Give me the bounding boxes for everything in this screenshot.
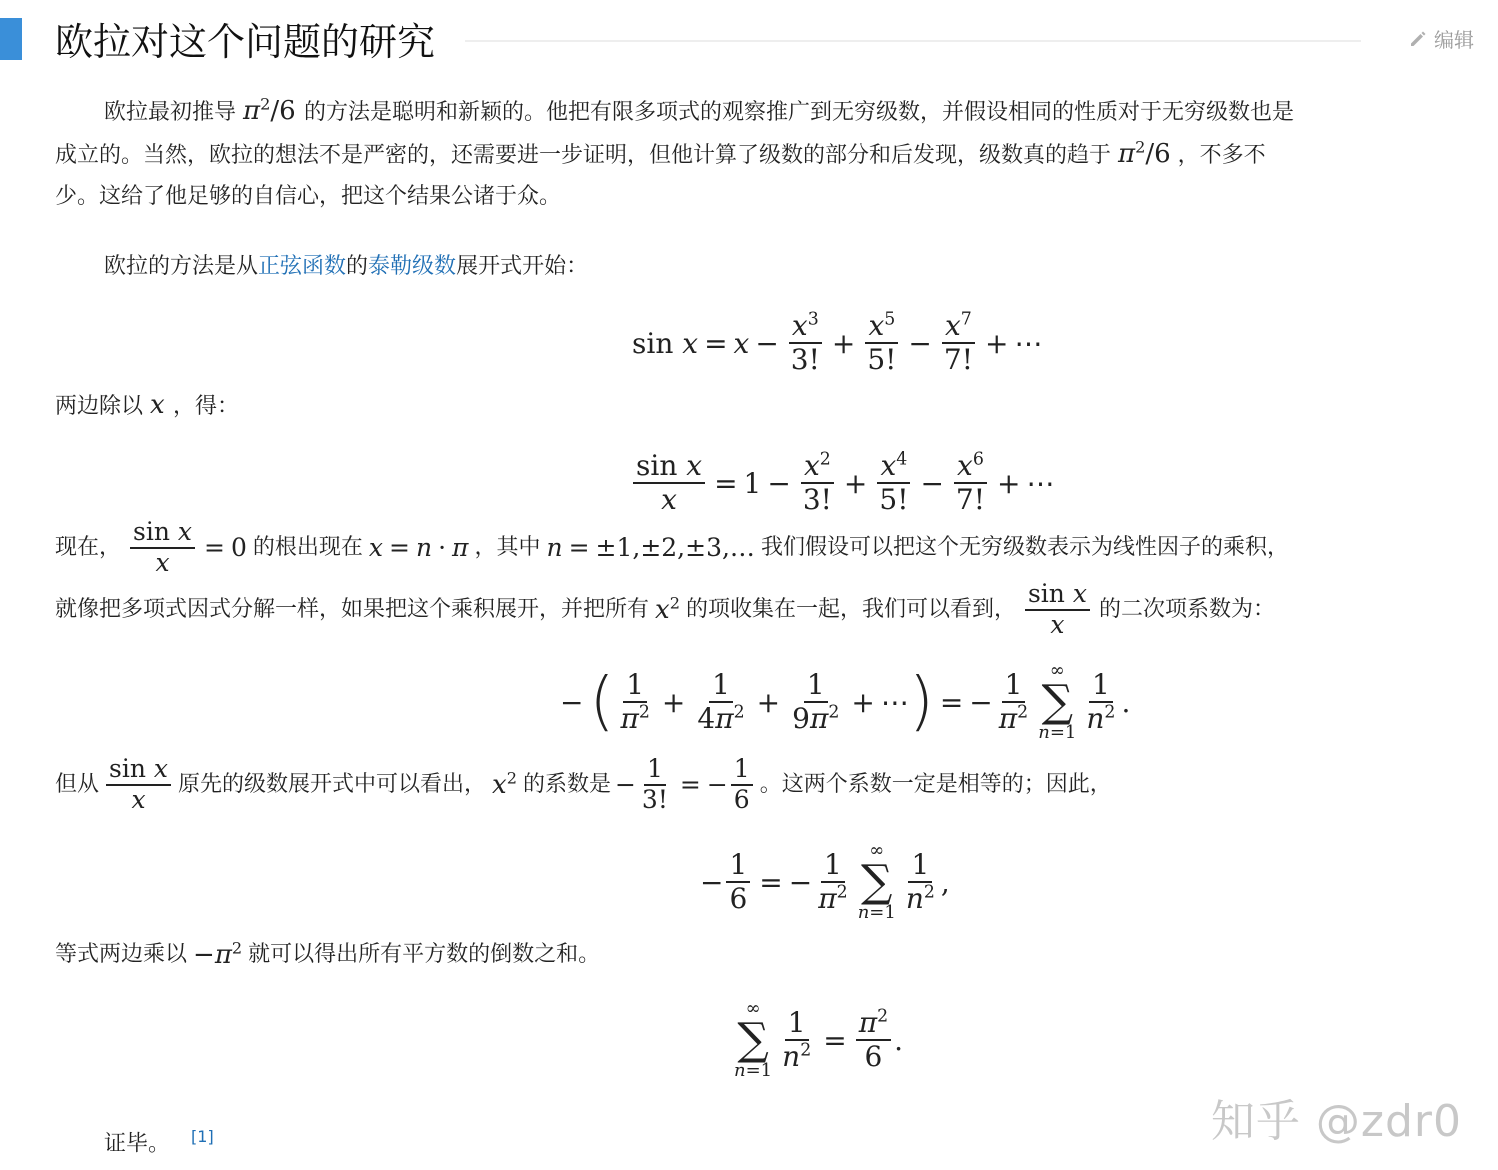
para1-text-d: ，不多不: [1177, 143, 1266, 168]
compare-line: [55, 755, 1112, 815]
multiply-text-a: 等式两边乘以: [55, 942, 188, 967]
math-pi2-over-6: $\pi^2/6$: [243, 94, 296, 126]
para1-line1: [104, 96, 1294, 128]
watermark: 知乎 @zdr0: [1210, 1096, 1462, 1147]
equation-sine-series: sin x = x − $\frac{x^3}{3!}$ + $\frac{x^5}{5!}$ − $\frac{x^7}{7!}$ + ⋯: [632, 309, 1043, 377]
math-n-values: n = ±1,±2,±3,…: [546, 532, 755, 562]
multiply-text-b: 就可以得出所有平方数的倒数之和。: [248, 942, 601, 967]
para1-text-b: 的方法是聪明和新颖的。他把有限多项式的观察推广到无穷级数，并假设相同的性质对于无穷级数也是: [303, 100, 1294, 125]
para2-text-b: 的: [346, 254, 369, 279]
equation-coefficient-sum: − ( $\frac{1}{\pi^2}$ + $\frac{1}{4\pi^2}$ + $\frac{1}{9\pi^2}$ + ⋯ ) = − $\frac{1}{\pi^2}$ ∞ ∑ n=1 $\frac{1}{n^2}$ .: [560, 660, 1131, 743]
math-neg-pi-squared: $-\pi^2$: [193, 938, 243, 970]
edit-label: 编辑: [1434, 28, 1474, 52]
math-sinx-over-x: $\frac{\text{sin x}}{x}$: [103, 755, 174, 815]
para1-line3: 少。这给了他足够的自信心，把这个结果公诸于众。: [55, 184, 562, 209]
equation-basel-result: ∞ ∑ n=1 $\frac{1}{n^2}$ = $\frac{\pi^2}{6}$ .: [734, 998, 904, 1081]
divide-text-b: ，得：: [172, 394, 239, 419]
roots-text-a: 现在，: [55, 534, 122, 560]
math-x-squared: $x^2$: [492, 768, 517, 800]
multiply-line: [55, 940, 600, 970]
para2-text-a: 欧拉的方法是从: [104, 254, 259, 279]
factor-text-a: 就像把多项式因式分解一样，如果把这个乘积展开，并把所有: [55, 596, 650, 622]
roots-text-c: ，其中: [474, 534, 541, 560]
edit-button[interactable]: [1408, 24, 1474, 53]
compare-text-a: 但从: [55, 771, 100, 797]
math-sinx-over-x: $\frac{\text{sin x}}{x}$: [1022, 580, 1093, 640]
para1-line2: [55, 139, 1266, 171]
qed-text: 证毕。: [104, 1131, 171, 1157]
reference-link-1[interactable]: [1]: [191, 1127, 214, 1146]
para2-text-c: 展开式开始：: [456, 254, 589, 279]
compare-text-d: 。这两个系数一定是相等的；因此，: [759, 771, 1112, 797]
divide-line: [55, 390, 239, 422]
compare-text-c: 的系数是: [522, 771, 611, 797]
para2: [104, 252, 588, 282]
title-divider: [465, 40, 1361, 42]
equation-sinx-over-x: $\frac{\text{sin x}}{x}$ = 1 − $\frac{x^2}{3!}$ + $\frac{x^4}{5!}$ − $\frac{x^6}{7!}$ + ⋯: [630, 450, 1054, 516]
factor-line: [55, 580, 1275, 640]
math-x-squared: $x^2$: [655, 593, 680, 625]
factor-text-b: 的项收集在一起，我们可以看到，: [685, 596, 1016, 622]
roots-text-b: 的根出现在: [252, 534, 363, 560]
link-sine-function[interactable]: 正弦函数: [258, 254, 347, 279]
divide-text-a: 两边除以: [55, 394, 144, 419]
qed-line: [104, 1122, 214, 1159]
para1-text-a: 欧拉最初推导: [104, 100, 237, 125]
roots-text-d: 我们假设可以把这个无穷级数表示为线性因子的乘积，: [760, 534, 1289, 560]
para1-text-c: 成立的。当然，欧拉的想法不是严密的，还需要进一步证明，但他计算了级数的部分和后发现，级数真的趋于: [55, 143, 1112, 168]
math-x: x: [150, 390, 173, 420]
math-pi2-over-6: $\pi^2/6$: [1118, 137, 1171, 169]
factor-text-c: 的二次项系数为：: [1098, 596, 1275, 622]
equation-neg-one-sixth: − $\frac{1}{6}$ = − $\frac{1}{\pi^2}$ ∞ ∑ n=1 $\frac{1}{n^2}$ ,: [700, 840, 950, 923]
math-x-eq-npi: x = n · π: [368, 532, 469, 562]
compare-text-b: 原先的级数展开式中可以看出，: [178, 771, 487, 797]
pencil-icon: [1408, 29, 1428, 49]
math-sinx-over-x-eq-0: $\frac{\text{sin x}}{x}$ = 0: [127, 518, 247, 578]
section-accent-bar: [0, 18, 22, 60]
section-title: 欧拉对这个问题的研究: [55, 20, 436, 64]
math-neg-one-over-3fact: − $\frac{1}{3!}$ = − $\frac{1}{6}$: [615, 755, 756, 815]
roots-line: [55, 518, 1289, 578]
link-taylor-series[interactable]: 泰勒级数: [368, 254, 457, 279]
